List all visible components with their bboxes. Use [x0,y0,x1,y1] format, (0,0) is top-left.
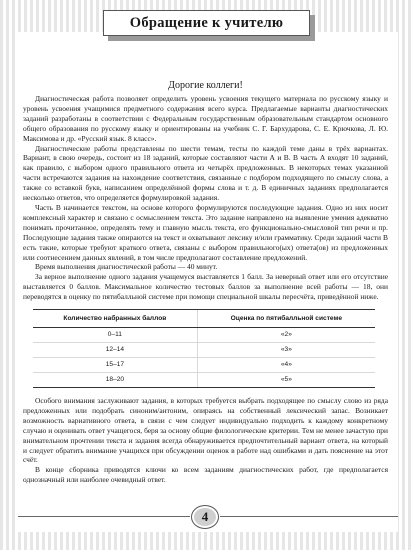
paragraph: Особого внимания заслуживают задания, в которых требуется выбрать подходящее по смыслу слово из ряда предложенных или подобрать синоним/антоним, опираясь на собственный лексический запас. Возникает возможность вариативного ответа, в связи с чем следует индивидуально подходить к каждому конкретному случаю и оценивать ответ учащегося, беря за основу общие филологические критерии. Тем не менее зачастую при внимательном прочтении текста и задания всегда обнаруживается предпочтительный вариант ответа, на который и следует обратить внимание учащихся при обсуждении оценок в работе над ошибками и дать пояснение на этот счёт. [23,396,388,465]
closing-section [23,396,388,485]
table-row [33,358,375,373]
table-row [33,343,375,358]
paragraph: Диагностическая работа позволяет определить уровень усвоения текущего материала по русскому языку и уровень усвоения учащимися предметного содержания всего курса. Предлагаемые варианты диагностических заданий разработаны в соответствии с Федеральным государственным образовательным стандартом основного общего образования по русскому языку и ориентированы на учебник С. Г. Бархударова, С. Е. Крючкова, Л. Ю. Максимова и др. «Русский язык. 8 класс». [23,94,388,143]
column-header-points: Количество набранных баллов [33,310,197,328]
paragraph: За верное выполнение одного задания учащемуся выставляется 1 балл. За неверный ответ или его отсутствие выставляется 0 баллов. Максимальное количество тестовых баллов за выполнение всей работы — 18, они переводятся в оценку по пятибалльной системе при помощи специальной шкалы пересчёта, приведённой ниже. [23,272,388,302]
grade-cell: «5» [197,373,375,388]
points-cell: 15–17 [33,358,197,373]
paragraph: Диагностические работы представлены по шести темам, тесты по каждой теме даны в трёх вариантах. Вариант, в свою очередь, состоит из 18 заданий, которые составляют части А и В. В часть А входят 10 заданий, как правило, с выбором одного правильного ответа из четырёх предложенных. В некоторых темах указанной части встречаются задания на нахождение соответствия, связанные с подбором подходящего по смыслу слова, а также со вставкой букв, написанием определённой формы слова и т. д. В единичных заданиях предполагается несколько ответов, что определяется формулировкой задания. [23,143,388,203]
table-header-row [33,310,375,328]
points-cell: 18–20 [33,373,197,388]
page-number-badge [191,505,219,529]
column-header-grade: Оценка по пятибалльной системе [197,310,375,328]
grade-cell: «3» [197,343,375,358]
page-title: Обращение к учителю [103,10,310,36]
footer-divider-left [18,516,190,517]
main-content [23,80,388,485]
score-conversion-table [33,309,375,388]
table-row [33,328,375,343]
grade-cell: «2» [197,328,375,343]
points-cell: 0–11 [33,328,197,343]
page-number: 4 [194,508,216,526]
paragraph: В конце сборника приводятся ключи ко всем заданиям диагностических работ, где предполагается однозначный или наиболее очевидный ответ. [23,465,388,485]
footer-divider-right [220,516,398,517]
title-banner [103,10,310,36]
points-cell: 12–14 [33,343,197,358]
table-row [33,373,375,388]
paragraph: Время выполнения диагностической работы — 40 минут. [35,262,218,272]
paragraph: Часть В начинается текстом, на основе которого формулируются последующие задания. Одно из них носит комплексный характер и связано с осмыслением текста. Это задание направлено на выявление умения адекватно понимать прочитанное, определять тему и главную мысль текста, его функционально-смысловой тип речи и пр. Последующие задания также опираются на текст и охватывают лексику и/или грамматику. Среди заданий части В есть такие, которые требуют краткого ответа, связаны с выбором правильного(ых) ответа(ов) из предложенных или соотнесением данных явлений, в том числе предполагают составление предложений. [23,202,388,262]
greeting-heading: Дорогие коллеги! [168,80,243,91]
grade-cell: «4» [197,358,375,373]
